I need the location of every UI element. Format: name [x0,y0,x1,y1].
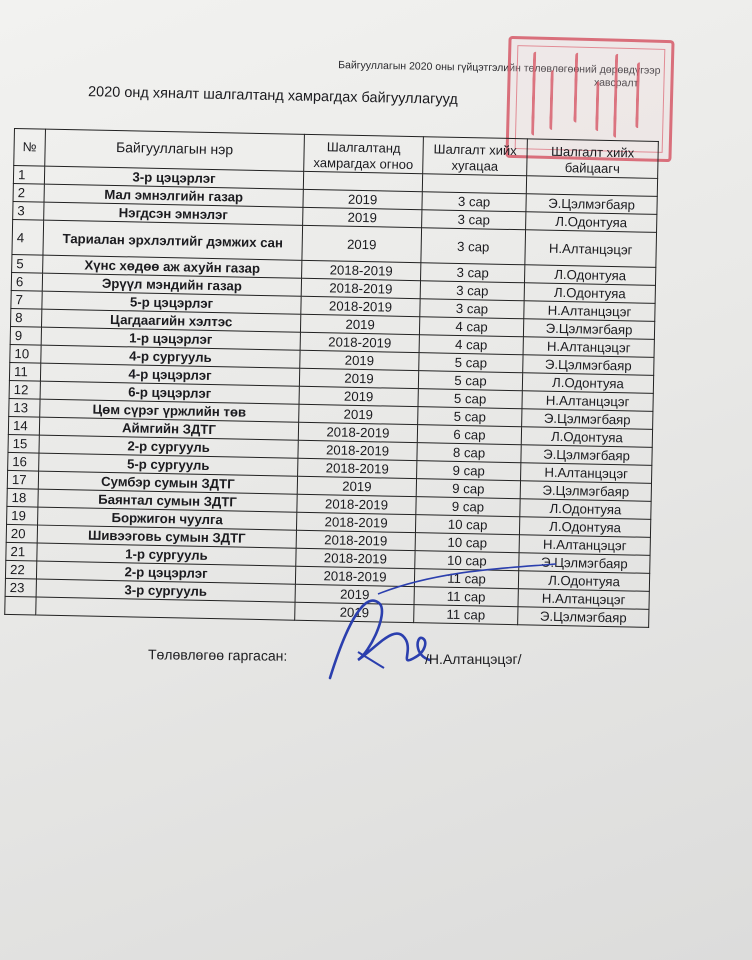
cell-inspector: Э.Цэлмэгбаяр [526,194,657,215]
cell-no: 19 [7,506,38,525]
cell-no: 14 [8,416,39,435]
cell-no: 7 [11,290,42,309]
cell-inspector: Л.Одонтуяа [520,499,651,520]
cell-no: 1 [13,166,44,185]
cell-inspector: Э.Цэлмэгбаяр [519,553,650,574]
cell-name: Сумбэр сумын ЗДТГ [38,471,297,494]
cell-inspector: Л.Одонтуяа [522,373,653,394]
cell-duration: 5 сар [418,371,522,391]
appendix-header-line2: хавсралт [593,76,639,90]
prepared-by-label: Төлөвлөгөө гаргасан: [147,646,288,664]
cell-date: 2019 [295,602,414,622]
cell-duration: 5 сар [418,407,522,427]
cell-inspector: Э.Цэлмэгбаяр [520,481,651,502]
cell-name: Баянтал сумын ЗДТГ [38,489,297,512]
cell-inspector: Э.Цэлмэгбаяр [523,355,654,376]
cell-name: Боржигон чуулга [38,507,297,530]
cell-date: 2019 [299,386,418,406]
header-name: Байгууллагын нэр [45,129,305,171]
cell-no: 9 [10,326,41,345]
cell-no: 4 [12,219,44,255]
cell-name: 3-р цэцэрлэг [44,166,303,189]
cell-name: Шивээговь сумын ЗДТГ [37,525,296,548]
cell-no: 21 [6,542,37,561]
cell-name: Цагдаагийн хэлтэс [42,309,301,332]
cell-name: 2-р сургууль [39,435,298,458]
cell-no: 18 [7,488,38,507]
cell-date: 2018-2019 [296,548,415,568]
cell-name: Аймгийн ЗДТГ [39,417,298,440]
header-duration: Шалгалт хийх хугацаа [423,137,528,176]
cell-duration: 3 сар [421,263,525,283]
cell-inspector: Э.Цэлмэгбаяр [521,445,652,466]
cell-name: Эрүүл мэндийн газар [42,273,301,296]
cell-date: 2019 [303,207,422,227]
cell-name: 1-р цэцэрлэг [41,327,300,350]
cell-no: 12 [9,380,40,399]
cell-duration: 10 сар [415,515,519,535]
cell-inspector: Н.Алтанцэцэг [519,535,650,556]
cell-duration: 3 сар [422,192,526,212]
cell-name: 3-р сургууль [36,579,295,602]
cell-inspector: Л.Одонтуяа [519,517,650,538]
prepared-by-name: /Н.Алтанцэцэг/ [425,651,522,667]
cell-duration: 10 сар [415,551,519,571]
cell-duration: 9 сар [416,479,520,499]
cell-date: 2018-2019 [297,494,416,514]
cell-no: 16 [8,452,39,471]
cell-name: Мал эмнэлгийн газар [44,184,303,207]
cell-no: 2 [13,183,44,202]
cell-duration: 10 сар [415,533,519,553]
cell-no: 6 [11,272,42,291]
cell-date: 2018-2019 [298,458,417,478]
header-date: Шалгалтанд хамрагдах огноо [304,134,424,173]
cell-inspector: Л.Одонтуяа [518,571,649,592]
cell-name [36,597,295,620]
cell-date: 2019 [297,476,416,496]
cell-duration: 8 сар [417,443,521,463]
cell-no: 8 [11,308,42,327]
cell-duration: 4 сар [419,335,523,355]
cell-no: 3 [13,201,44,220]
cell-name: 1-р сургууль [37,543,296,566]
cell-no: 10 [10,344,41,363]
cell-date: 2018-2019 [300,332,419,352]
cell-duration: 6 сар [417,425,521,445]
cell-date: 2018-2019 [301,296,420,316]
cell-inspector: Н.Алтанцэцэг [523,337,654,358]
cell-name: Цөм сүрэг үржлийн төв [40,399,299,422]
cell-inspector: Н.Алтанцэцэг [522,391,653,412]
cell-name: 4-р цэцэрлэг [40,363,299,386]
cell-date: 2018-2019 [296,530,415,550]
cell-name: 2-р цэцэрлэг [36,561,295,584]
cell-name: Тариалан эрхлэлтийг дэмжих сан [43,220,303,260]
cell-name: Хүнс хөдөө аж ахуйн газар [43,255,302,278]
cell-inspector: Н.Алтанцэцэг [518,589,649,610]
cell-date: 2018-2019 [298,422,417,442]
cell-name: 6-р цэцэрлэг [40,381,299,404]
cell-date: 2018-2019 [298,440,417,460]
cell-name: 5-р сургууль [39,453,298,476]
cell-date: 2019 [300,314,419,334]
cell-no: 20 [6,524,37,543]
cell-duration: 5 сар [419,353,523,373]
cell-date: 2018-2019 [295,566,414,586]
cell-duration: 4 сар [419,317,523,337]
cell-duration: 11 сар [414,587,518,607]
cell-duration: 3 сар [421,228,526,265]
cell-inspector: Л.Одонтуяа [526,212,657,233]
cell-date: 2019 [302,225,422,262]
cell-date: 2019 [299,404,418,424]
signature-icon [318,560,558,690]
cell-inspector: Н.Алтанцэцэг [524,301,655,322]
cell-inspector: Н.Алтанцэцэг [521,463,652,484]
cell-duration: 11 сар [414,569,518,589]
cell-no: 22 [5,560,36,579]
cell-no: 15 [8,434,39,453]
cell-name: Нэгдсэн эмнэлэг [44,202,303,225]
cell-no: 13 [9,398,40,417]
cell-date [303,171,422,191]
header-no: № [14,129,46,167]
cell-inspector: Л.Одонтуяа [524,265,655,286]
cell-date: 2018-2019 [301,278,420,298]
cell-duration: 5 сар [418,389,522,409]
cell-no: 17 [7,470,38,489]
cell-no [5,596,36,615]
cell-date: 2018-2019 [302,260,421,280]
cell-inspector: Н.Алтанцэцэг [525,230,657,268]
organizations-table [4,128,659,628]
cell-date: 2019 [299,368,418,388]
cell-date: 2019 [300,350,419,370]
cell-inspector: Э.Цэлмэгбаяр [523,319,654,340]
cell-date: 2018-2019 [296,512,415,532]
cell-duration: 9 сар [417,461,521,481]
cell-date: 2019 [303,189,422,209]
appendix-header-line1: Байгууллагын 2020 оны гүйцэтгэлийн төлөвлөгөөний дөрөвдүгээр [338,59,661,77]
cell-duration: 3 сар [422,210,526,230]
cell-no: 5 [12,254,43,273]
header-inspector: Шалгалт хийх байцаагч [527,139,659,179]
cell-inspector: Э.Цэлмэгбаяр [518,607,649,628]
cell-name: 5-р цэцэрлэг [42,291,301,314]
cell-name: 4-р сургууль [41,345,300,368]
cell-duration: 3 сар [420,281,524,301]
cell-inspector: Л.Одонтуяа [524,283,655,304]
cell-date: 2019 [295,584,414,604]
cell-inspector: Э.Цэлмэгбаяр [522,409,653,430]
cell-duration [422,174,526,194]
cell-duration: 11 сар [414,605,518,625]
cell-no: 11 [9,362,40,381]
cell-inspector: Л.Одонтуяа [521,427,652,448]
cell-duration: 3 сар [420,299,524,319]
cell-duration: 9 сар [416,497,520,517]
document-title: 2020 онд хяналт шалгалтанд хамрагдах байгууллагууд [87,84,459,108]
cell-no: 23 [5,578,36,597]
